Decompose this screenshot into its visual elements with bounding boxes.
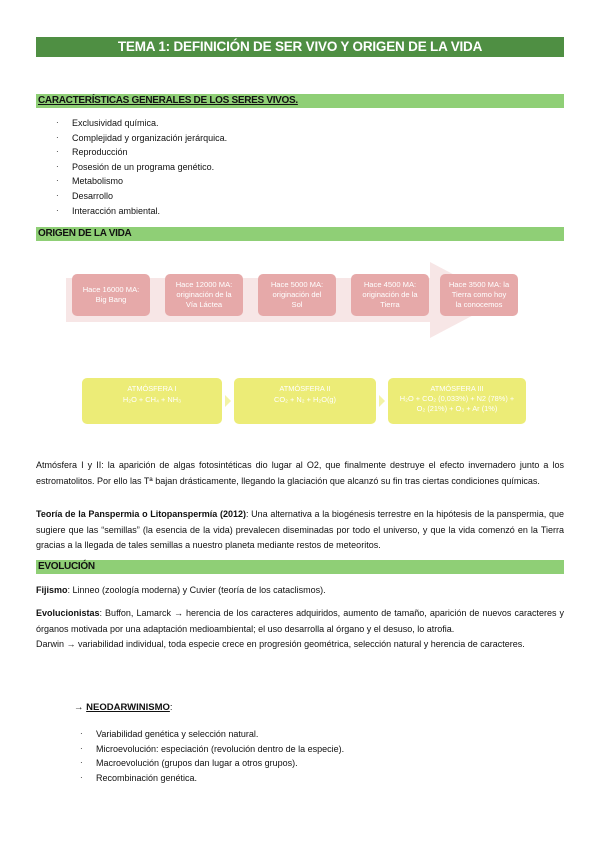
- timeline-step-earth: Hace 4500 MA: originación de la Tierra: [351, 274, 429, 316]
- timeline-step-earth-today: Hace 3500 MA: la Tierra como hoy la conocemos: [440, 274, 518, 316]
- list-item: · Macroevolución (grupos dan lugar a otros grupos).: [80, 758, 298, 769]
- atmosphere-2-box: ATMÓSFERA II CO₂ + N₂ + H₂O(g): [234, 378, 376, 424]
- characteristics-list: [56, 116, 228, 218]
- timeline-step-milky-way: Hace 12000 MA: originación de la Vía Láctea: [165, 274, 243, 316]
- list-item: · Recombinación genética.: [80, 772, 198, 783]
- list-item: · Reproducción: [56, 147, 128, 158]
- section-heading-evolution: EVOLUCIÓN: [36, 560, 564, 574]
- atmosphere-3-box: ATMÓSFERA III H₂O + CO₂ (0,033%) + N2 (78%) + O₂ (21%) + O₃ + Ar (1%): [388, 378, 526, 424]
- list-item: · Microevolución: especiación (revolución dentro de la especie).: [80, 743, 345, 754]
- atmosphere-1-box: ATMÓSFERA I H₂O + CH₄ + NH₃: [82, 378, 222, 424]
- neodarwinism-list: [80, 727, 345, 785]
- timeline-step-sun: Hace 5000 MA: originación del Sol: [258, 274, 336, 316]
- arrow-right-icon: [225, 395, 231, 407]
- list-item: · Interacción ambiental.: [56, 205, 161, 216]
- page-title: TEMA 1: DEFINICIÓN DE SER VIVO Y ORIGEN DE LA VIDA: [36, 37, 564, 57]
- atmosphere-paragraph: Atmósfera I y II: la aparición de algas fotosintéticas dio lugar al O2, que finalmente destruye el efecto invernadero junto a los estromatolitos. Por ello las Tª bajan drásticamente, llegando la glaciación que alcanzó su fin tras ciertas condiciones químicas.: [36, 460, 564, 486]
- list-item: · Variabilidad genética y selección natural.: [80, 729, 259, 739]
- list-item: · Complejidad y organización jerárquica.: [56, 132, 228, 143]
- neodarwinism-heading: → NEODARWINISMO:: [74, 702, 173, 713]
- fijismo-paragraph: Fijismo: Linneo (zoología moderna) y Cuvier (teoría de los cataclismos).: [36, 585, 326, 595]
- section-heading-origin: ORIGEN DE LA VIDA: [36, 227, 564, 241]
- list-item: · Metabolismo: [56, 176, 124, 187]
- panspermia-paragraph: Teoría de la Panspermia o Litopanspermía (2012): Una alternativa a la biogénesis terrestre en la hipótesis de la panspermia, que sugiere que las “semillas” (la esencia de la vida) prevalecen diseminadas por todo el universo, y que la vida comenzó en la Tierra gracias a la llegada de tales semillas a nuestro planeta mediante restos de meteoritos.: [36, 509, 565, 551]
- darwin-text: Darwin → variabilidad individual, toda especie crece en progresión geométrica, selección natural y herencia de caracteres.: [36, 639, 525, 650]
- evolutionists-paragraph: Evolucionistas: Buffon, Lamarck → herencia de los caracteres adquiridos, aumento de tamaño, aparición de nuevos caracteres y órganos motivada por una adaptación medioambiental; el uso desarrolla al órgano y el desuso, lo atrofia. Darwin → variabilidad individual, toda especie crece en progresión geométrica, selección natural y herencia de caracteres.: [36, 606, 564, 653]
- list-item: · Posesión de un programa genético.: [56, 161, 215, 172]
- section-heading-characteristics: CARACTERÍSTICAS GENERALES DE LOS SERES VIVOS.: [36, 94, 564, 108]
- list-item: · Desarrollo: [56, 190, 114, 201]
- timeline-step-big-bang: Hace 16000 MA: Big Bang: [72, 274, 150, 316]
- arrow-right-icon: [379, 395, 385, 407]
- list-item: · Exclusividad química.: [56, 118, 159, 128]
